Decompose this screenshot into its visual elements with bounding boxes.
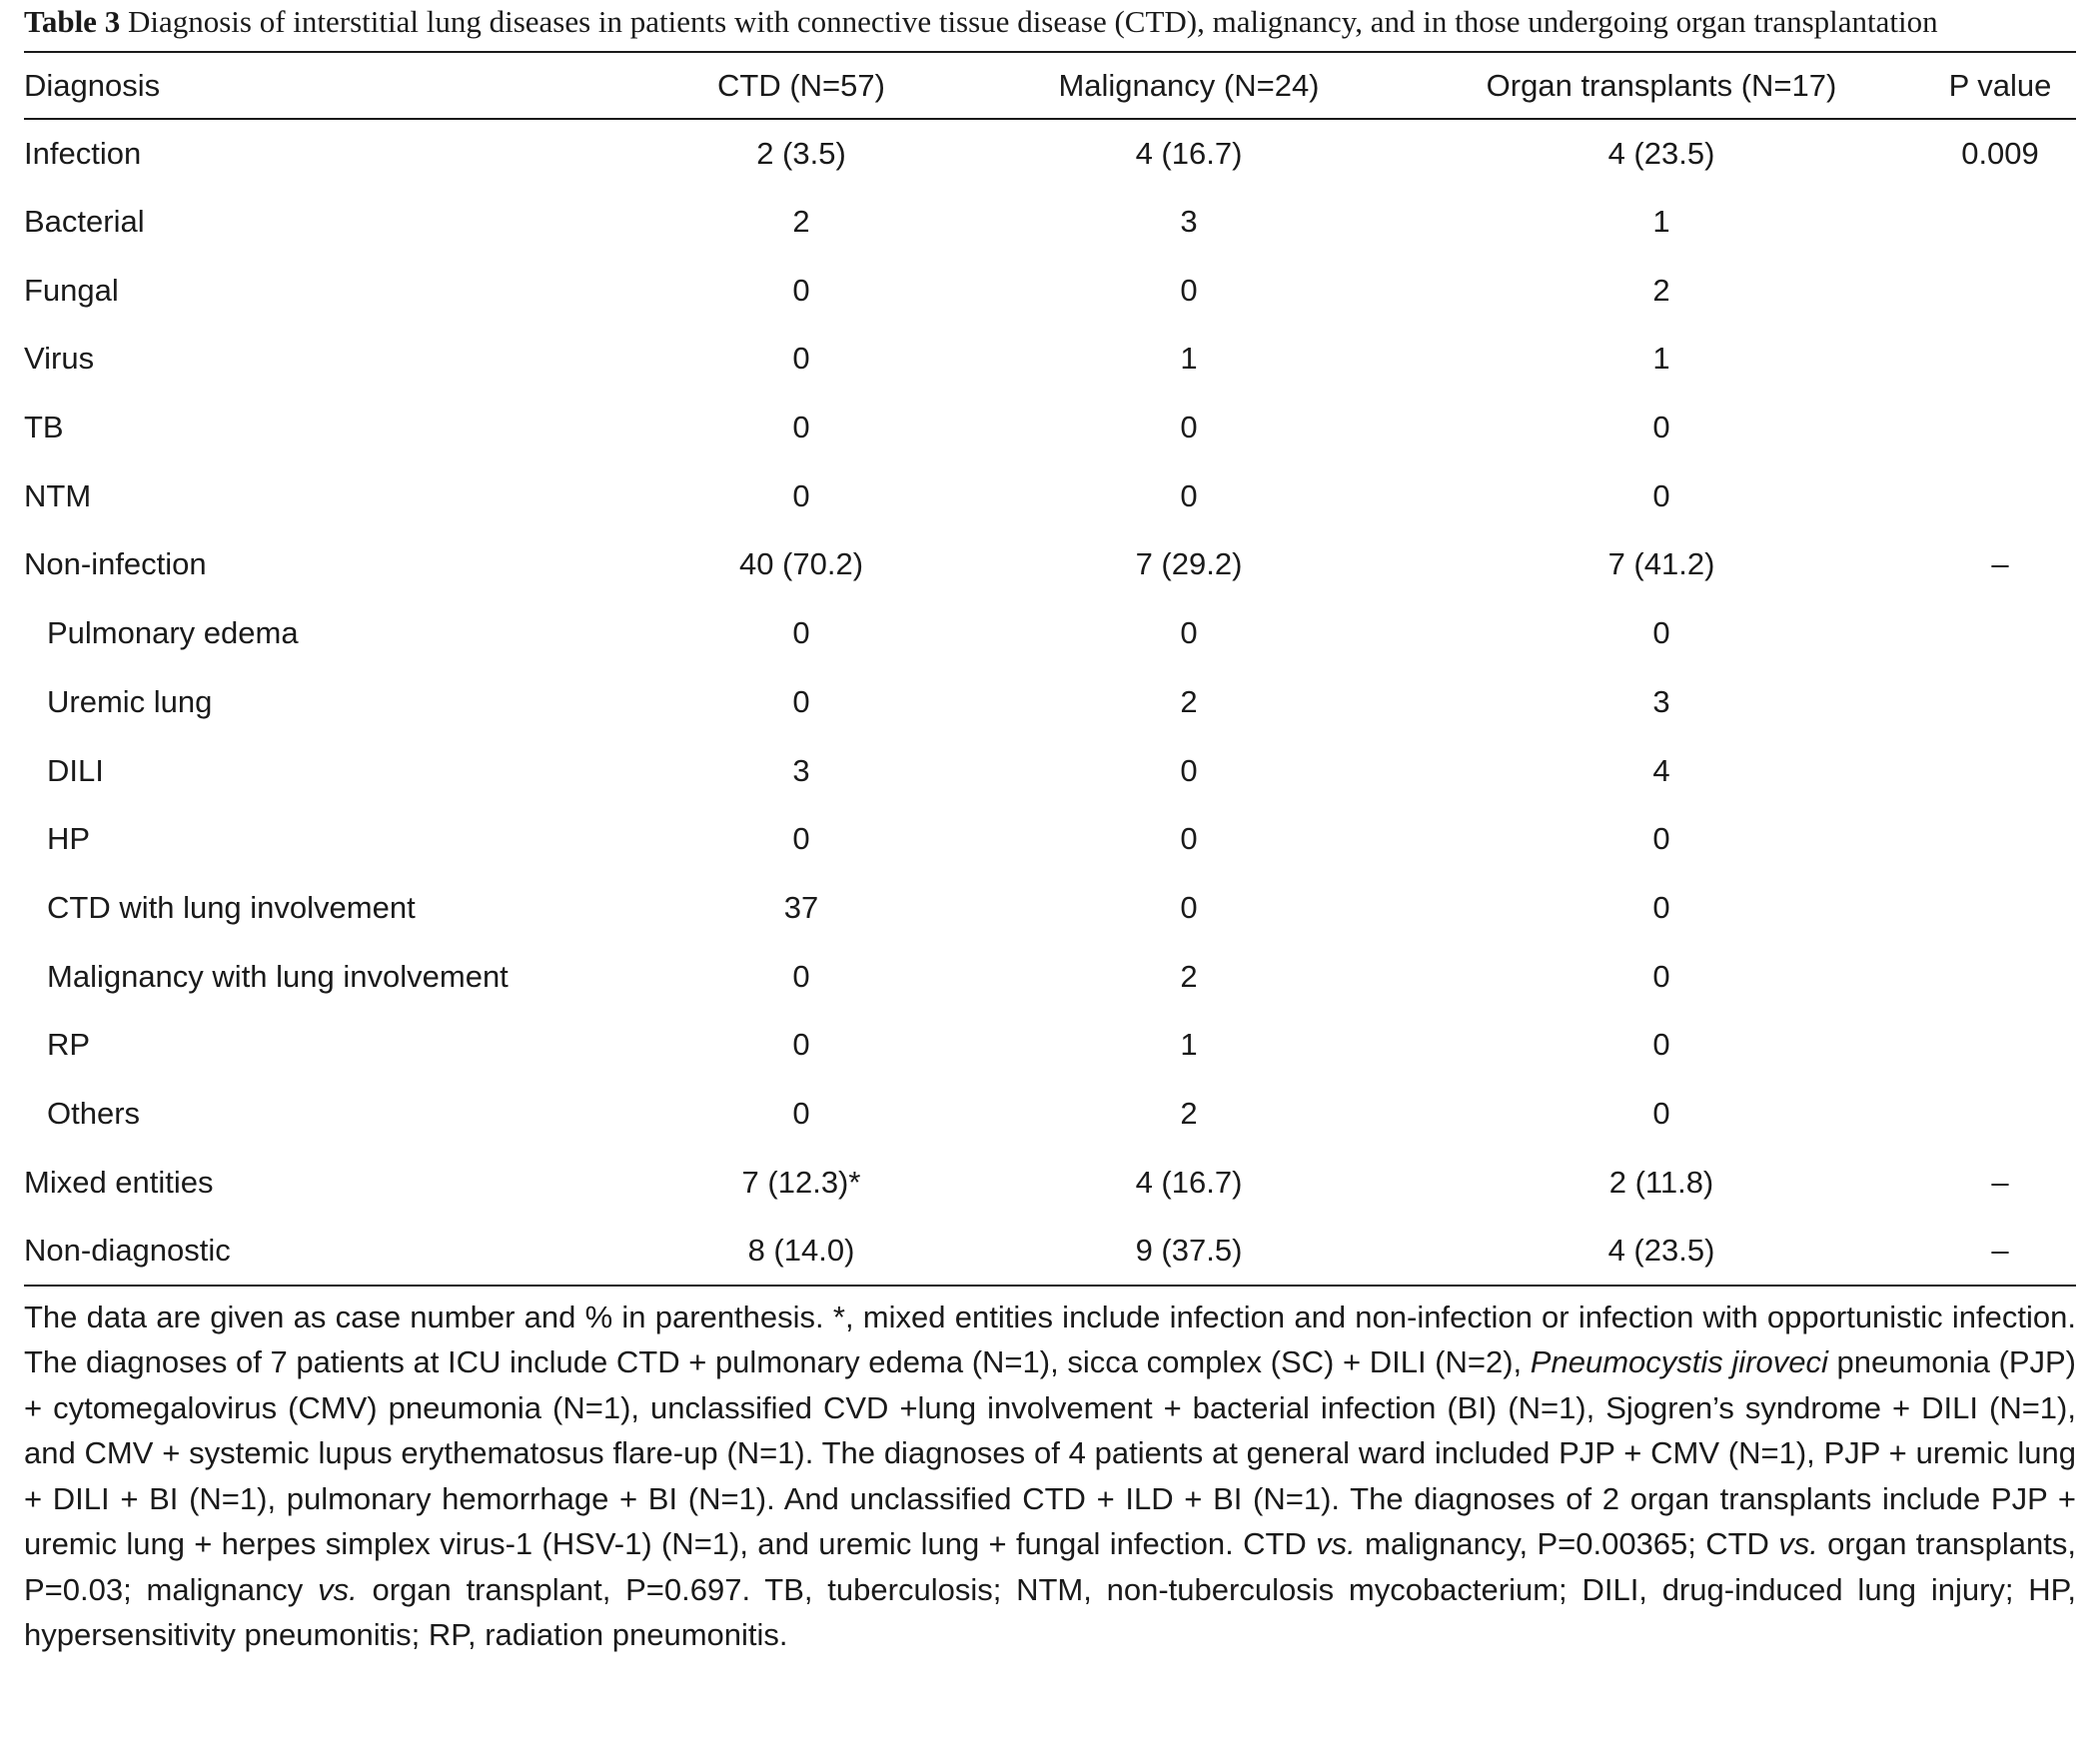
- footnote-text-3: malignancy, P=0.00365; CTD: [1355, 1526, 1779, 1562]
- cell-diagnosis: DILI: [47, 752, 104, 788]
- table-row: [24, 805, 2076, 874]
- cell-p-value: [1924, 394, 2076, 462]
- cell-p-value: [1924, 325, 2076, 394]
- cell-diagnosis: NTM: [24, 477, 92, 513]
- table-row: [24, 874, 2076, 943]
- cell-p-value: –: [1991, 546, 2009, 582]
- cell-organ-transplants: 0: [1652, 615, 1670, 651]
- cell-ctd: 8 (14.0): [747, 1232, 855, 1268]
- cell-malignancy: 1: [1180, 341, 1198, 377]
- cell-diagnosis: Non-diagnostic: [24, 1232, 231, 1268]
- cell-organ-transplants: 0: [1652, 1027, 1670, 1063]
- cell-p-value: [1924, 461, 2076, 530]
- cell-p-value: [1924, 874, 2076, 943]
- table-row: [24, 119, 2076, 188]
- cell-malignancy: 0: [1180, 477, 1198, 513]
- cell-organ-transplants: 0: [1652, 477, 1670, 513]
- cell-ctd: 0: [792, 683, 810, 719]
- footnote-italic-vs-1: vs.: [1316, 1526, 1356, 1562]
- cell-malignancy: 4 (16.7): [1135, 1164, 1243, 1200]
- cell-diagnosis: Infection: [24, 135, 142, 171]
- cell-organ-transplants: 4 (23.5): [1607, 1232, 1715, 1268]
- table-row: [24, 1011, 2076, 1080]
- cell-organ-transplants: 2 (11.8): [1608, 1164, 1714, 1200]
- cell-p-value: [1924, 668, 2076, 737]
- cell-organ-transplants: 0: [1652, 1095, 1670, 1131]
- cell-malignancy: 3: [1180, 204, 1198, 240]
- cell-malignancy: 0: [1180, 615, 1198, 651]
- cell-diagnosis: TB: [24, 410, 64, 445]
- cell-ctd: 2 (3.5): [756, 135, 846, 171]
- footnote-italic-vs-2: vs.: [1778, 1526, 1818, 1562]
- cell-p-value: 0.009: [1961, 135, 2039, 171]
- table-body: [24, 119, 2076, 1286]
- cell-ctd: 0: [792, 821, 810, 857]
- header-ctd: CTD (N=57): [717, 67, 885, 103]
- cell-p-value: [1924, 942, 2076, 1011]
- footnote-italic-vs-3: vs.: [318, 1571, 358, 1607]
- cell-malignancy: 4 (16.7): [1135, 135, 1243, 171]
- cell-organ-transplants: 2: [1652, 272, 1670, 308]
- cell-malignancy: 9 (37.5): [1135, 1232, 1243, 1268]
- cell-diagnosis: RP: [47, 1027, 91, 1063]
- cell-diagnosis: Fungal: [24, 272, 119, 308]
- diagnosis-table: [24, 51, 2076, 1287]
- cell-malignancy: 0: [1180, 752, 1198, 788]
- cell-diagnosis: Non-infection: [24, 546, 207, 582]
- cell-organ-transplants: 3: [1652, 683, 1670, 719]
- cell-diagnosis: Malignancy with lung involvement: [47, 958, 509, 994]
- footnote-text-4: organ transplants, P=0.03; malignancy: [24, 1526, 2077, 1607]
- cell-ctd: 0: [792, 341, 810, 377]
- cell-organ-transplants: 0: [1652, 889, 1670, 925]
- cell-organ-transplants: 1: [1652, 204, 1670, 240]
- cell-ctd: 0: [792, 477, 810, 513]
- table-row: [24, 325, 2076, 394]
- cell-diagnosis: Bacterial: [24, 204, 145, 240]
- header-organ-transplants: Organ transplants (N=17): [1486, 67, 1837, 103]
- cell-malignancy: 2: [1180, 683, 1198, 719]
- cell-ctd: 0: [792, 958, 810, 994]
- table-row: [24, 394, 2076, 462]
- cell-malignancy: 1: [1180, 1027, 1198, 1063]
- header-malignancy: Malignancy (N=24): [1058, 67, 1320, 103]
- cell-p-value: [1924, 736, 2076, 805]
- cell-ctd: 37: [783, 889, 819, 925]
- cell-p-value: –: [1991, 1164, 2009, 1200]
- cell-p-value: [1924, 805, 2076, 874]
- table-label: Table 3: [24, 4, 121, 39]
- table-row: [24, 256, 2076, 325]
- cell-p-value: [1924, 256, 2076, 325]
- footnote-italic-species: Pneumocystis jiroveci: [1530, 1344, 1828, 1380]
- table-row: [24, 530, 2076, 599]
- cell-organ-transplants: 4 (23.5): [1607, 135, 1715, 171]
- table-row: [24, 736, 2076, 805]
- table-header-row: [24, 52, 2076, 119]
- table-row: [24, 599, 2076, 668]
- table-row: [24, 1148, 2076, 1217]
- table-footnote: [24, 1295, 2076, 1658]
- cell-organ-transplants: 4: [1652, 752, 1670, 788]
- footnote-text-2: pneumonia (PJP) + cytomegalovirus (CMV) pneumonia (N=1), unclassified CVD +lung involvement + bacterial infection (BI) (N=1), Sjogren’s syndrome + DILI (N=1), and CMV + systemic lupus erythematosus flare-up (N=1). The diagnoses of 4 patients at general ward included PJP + CMV (N=1), PJP + uremic lung + DILI + BI (N=1), pulmonary hemorrhage + BI (N=1). And unclassified CTD + ILD + BI (N=1). The diagnoses of 2 organ transplants include PJP + uremic lung + herpes simplex virus-1 (HSV-1) (N=1), and uremic lung + fungal infection. CTD: [24, 1344, 2077, 1562]
- cell-malignancy: 0: [1180, 821, 1198, 857]
- table-figure: [24, 0, 2076, 1658]
- cell-ctd: 0: [792, 1027, 810, 1063]
- cell-p-value: [1924, 1080, 2076, 1149]
- cell-ctd: 40 (70.2): [738, 546, 864, 582]
- table-row: [24, 188, 2076, 257]
- cell-diagnosis: HP: [47, 821, 91, 857]
- cell-ctd: 0: [792, 410, 810, 445]
- cell-p-value: –: [1991, 1232, 2009, 1268]
- table-row: [24, 668, 2076, 737]
- cell-organ-transplants: 1: [1652, 341, 1670, 377]
- cell-ctd: 7 (12.3)*: [741, 1164, 861, 1200]
- cell-p-value: [1924, 599, 2076, 668]
- cell-organ-transplants: 7 (41.2): [1607, 546, 1715, 582]
- cell-malignancy: 2: [1180, 958, 1198, 994]
- cell-ctd: 0: [792, 615, 810, 651]
- cell-diagnosis: Pulmonary edema: [47, 615, 299, 651]
- cell-malignancy: 2: [1180, 1095, 1198, 1131]
- footnote-text-1: The data are given as case number and % in parenthesis. *, mixed entities include infection and non-infection or infection with opportunistic infection. The diagnoses of 7 patients at ICU include CTD + pulmonary edema (N=1), sicca complex (SC) + DILI (N=2),: [24, 1299, 2076, 1380]
- cell-malignancy: 0: [1180, 272, 1198, 308]
- cell-diagnosis: Mixed entities: [24, 1164, 214, 1200]
- cell-diagnosis: Virus: [24, 341, 95, 377]
- cell-ctd: 3: [792, 752, 810, 788]
- table-title: Diagnosis of interstitial lung diseases in patients with connective tissue disease (CTD), malignancy, and in those undergoing organ transplantation: [127, 4, 1938, 39]
- cell-organ-transplants: 0: [1652, 410, 1670, 445]
- cell-malignancy: 7 (29.2): [1135, 546, 1243, 582]
- cell-organ-transplants: 0: [1652, 958, 1670, 994]
- cell-p-value: [1924, 188, 2076, 257]
- cell-organ-transplants: 0: [1652, 821, 1670, 857]
- table-row: [24, 1217, 2076, 1286]
- table-row: [24, 461, 2076, 530]
- cell-p-value: [1924, 1011, 2076, 1080]
- footnote-text-5: organ transplant, P=0.697. TB, tuberculosis; NTM, non-tuberculosis mycobacterium; DILI, drug-induced lung injury; HP, hypersensitivity pneumonitis; RP, radiation pneumonitis.: [24, 1571, 2076, 1653]
- cell-ctd: 0: [792, 1095, 810, 1131]
- cell-malignancy: 0: [1180, 410, 1198, 445]
- cell-diagnosis: Others: [47, 1095, 141, 1131]
- cell-diagnosis: Uremic lung: [47, 683, 213, 719]
- table-row: [24, 942, 2076, 1011]
- table-row: [24, 1080, 2076, 1149]
- cell-diagnosis: CTD with lung involvement: [47, 889, 416, 925]
- cell-ctd: 2: [792, 204, 810, 240]
- header-p-value: P value: [1948, 67, 2052, 103]
- cell-ctd: 0: [792, 272, 810, 308]
- cell-malignancy: 0: [1180, 889, 1198, 925]
- table-caption: [24, 0, 2076, 44]
- header-diagnosis: Diagnosis: [24, 67, 161, 103]
